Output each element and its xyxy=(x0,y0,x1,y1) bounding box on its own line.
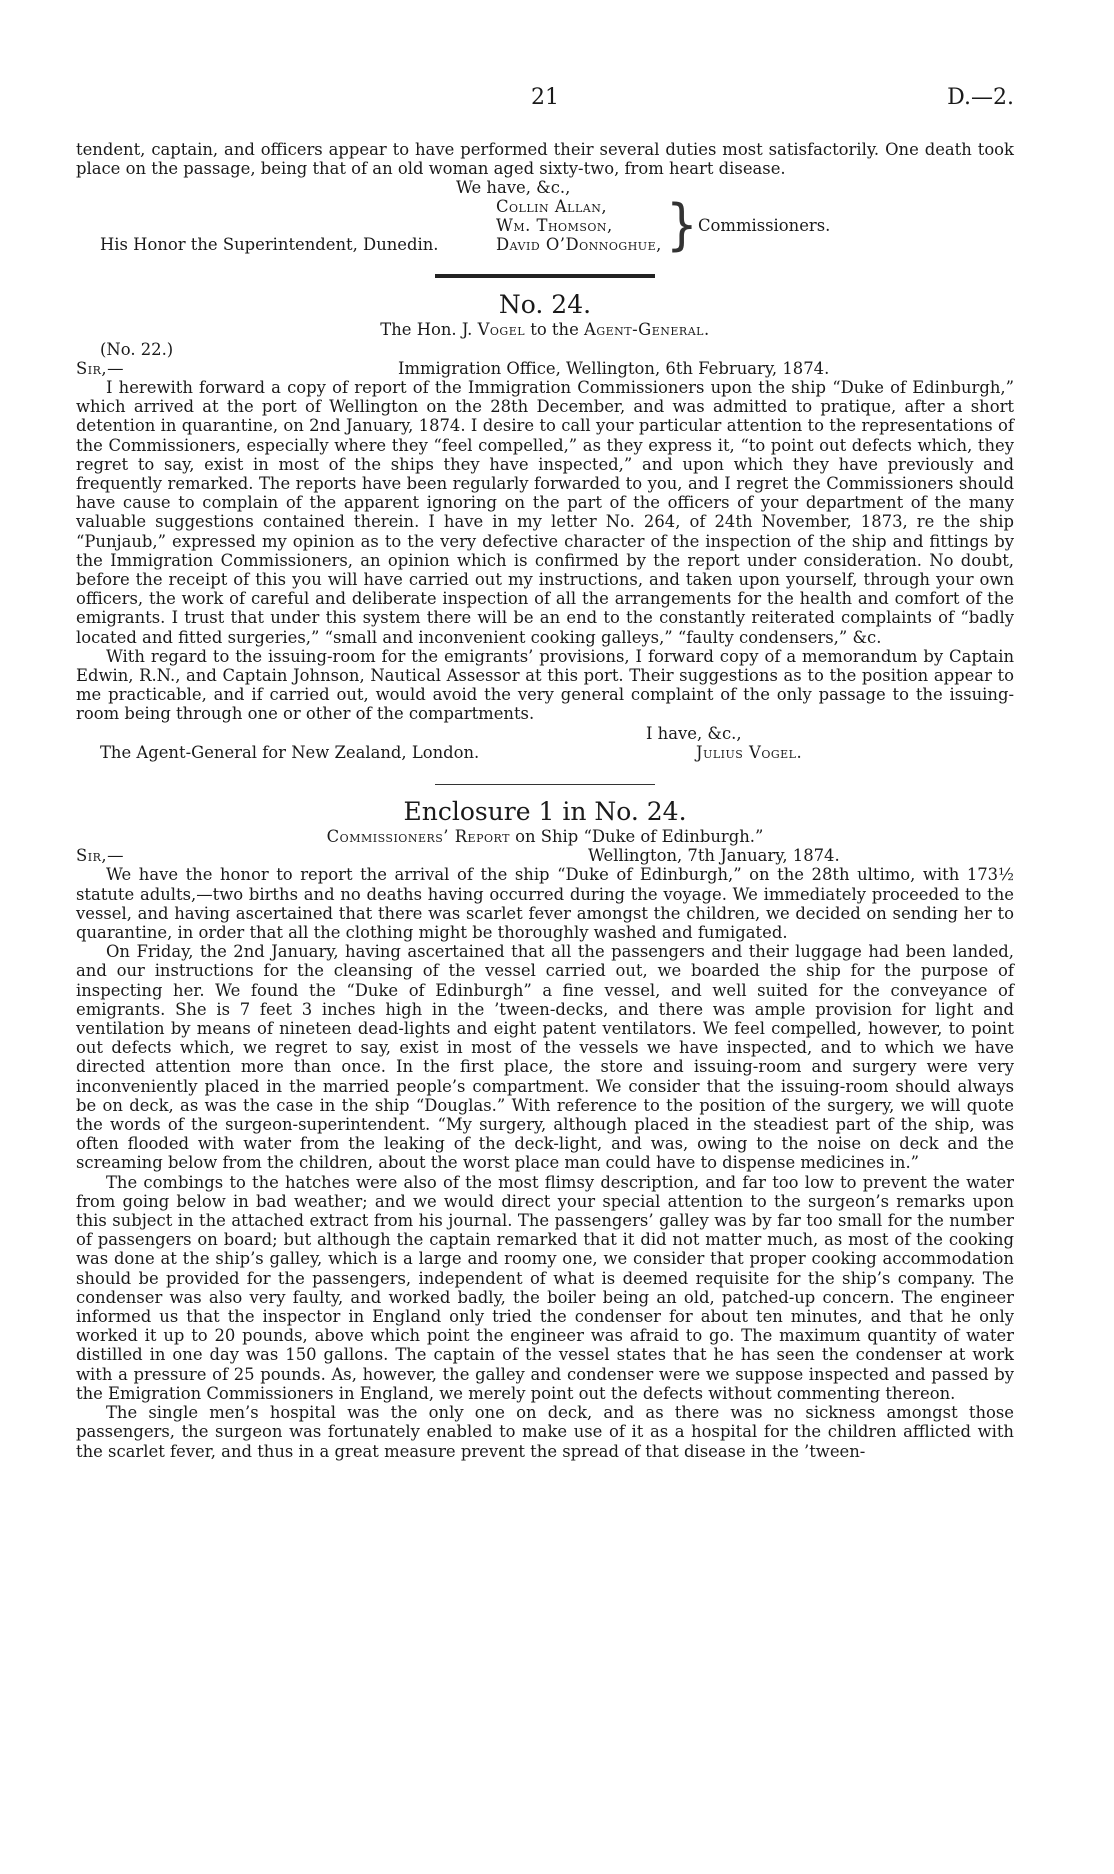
no24-subheading xyxy=(76,320,1014,339)
running-header xyxy=(76,85,1014,128)
signatory-allan: Collin Allan, xyxy=(496,197,608,217)
no24-reference: (No. 22.) xyxy=(100,339,174,359)
enclosure-dateline: Wellington, 7th January, 1874. xyxy=(588,846,840,866)
no24-salutation: Sir,— xyxy=(76,358,124,378)
no24-salutation-row xyxy=(76,359,1014,378)
no24-subheading-name: Vogel xyxy=(477,320,526,340)
first-letter-closing: We have, &c., xyxy=(456,178,571,198)
no24-closing-row xyxy=(76,724,1014,743)
no24-paragraph-1: I herewith forward a copy of report of the Immigration Commissioners upon the ship “Duke of Edinburgh,” which arrived at the port of Wellington on the 28th December, and was admitted to pratique, after a short detention in quarantine, on 2nd January, 1874. I desire to call your particular attention to the representations of the Commissioners, especially where they “feel compelled,” as they express it, “to point out defects which, they regret to say, exist in most of the ships they have inspected,” and upon which they have previously and frequently remarked. The reports have been regularly forwarded to you, and I regret the Commissioners should have cause to complain of the apparent ignoring on the part of the officers of your department of the many valuable suggestions contained therein. I have in my letter No. 264, of 24th November, 1873, re the ship “Punjaub,” expressed my opinion as to the very defective character of the inspection of the ship and fittings by the Immigration Commissioners, an opinion which is confirmed by the report under consideration. No doubt, before the receipt of this you will have carried out my instructions, and taken upon yourself, through your own officers, the work of careful and deliberate inspection of all the arrangements for the health and comfort of the emigrants. I trust that under this system there will be an end to the constantly reiterated complaints of “badly located and fitted surgeries,” “small and inconvenient cooking galleys,” “faulty condensers,” &c. xyxy=(76,377,1014,647)
enclosure-heading: Enclosure 1 in No. 24. xyxy=(403,797,687,827)
first-letter-addressee: His Honor the Superintendent, Dunedin. xyxy=(100,235,439,255)
no24-ref-row xyxy=(76,340,1014,359)
no24-subheading-prefix: The Hon. J. xyxy=(380,320,473,340)
no24-heading: No. 24. xyxy=(498,290,592,320)
enclosure-subheading-rest: on Ship “Duke of Edinburgh.” xyxy=(515,827,764,847)
enclosure-paragraph-2: On Friday, the 2nd January, having ascertained that all the passengers and their luggage had been landed, and our instructions for the cleansing of the vessel carried out, we boarded the ship for the purpose of inspecting her. We found the “Duke of Edinburgh” a fine vessel, and well suited for the conveyance of emigrants. She is 7 feet 3 inches high in the ’tween-decks, and there was ample provision for light and ventilation by means of nineteen dead-lights and eight patent ventilators. We feel compelled, however, to point out defects which, we regret to say, exist in most of the vessels we have inspected, and to which we have directed attention more than once. In the first place, the store and issuing-room and surgery were very inconveniently placed in the married people’s compartment. We consider that the issuing-room should always be on deck, as was the case in the ship “Douglas.” With reference to the position of the surgery, we will quote the words of the surgeon-superintendent. “My surgery, although placed in the steadiest part of the ship, was often flooded with water from the leaking of the deck-light, and was, owing to the noise on deck and the screaming below from the children, about the worst place man could have to dispense medicines in.” xyxy=(76,942,1014,1173)
enclosure-subheading xyxy=(76,827,1014,846)
no24-paragraph-2: With regard to the issuing-room for the emigrants’ provisions, I forward copy of a memorandum by Captain Edwin, R.N., and Captain Johnson, Nautical Assessor at this port. Their suggestions as to the position appear to me practicable, and if carried out, would avoid the very general complaint of the only passage to the issuing-room being through one or other of the compartments. xyxy=(76,646,1014,724)
opening-paragraph: tendent, captain, and officers appear to have performed their several duties most satisfactorily. One death took place on the passage, being that of an old woman aged sixty-two, from heart disease. xyxy=(76,140,1014,179)
enclosure-salutation: Sir,— xyxy=(76,846,124,866)
enclosure-subheading-title: Commissioners’ Report xyxy=(326,827,510,847)
section-divider-thin xyxy=(435,784,655,785)
section-divider-thick xyxy=(435,274,655,278)
signatory-odonnoghue: David O’Donnoghue, xyxy=(496,235,662,255)
document-reference: D.—2. xyxy=(947,85,1014,110)
no24-signature-row xyxy=(76,743,1014,762)
no24-addressee: The Agent-General for New Zealand, London. xyxy=(100,742,480,762)
page-body xyxy=(76,140,1014,1461)
enclosure-salutation-row xyxy=(76,846,1014,865)
no24-subheading-title: Agent-General. xyxy=(584,320,710,340)
signatories-role: Commissioners. xyxy=(698,216,831,236)
no24-dateline: Immigration Office, Wellington, 6th February, 1874. xyxy=(398,358,830,378)
signatories-brace: } xyxy=(666,193,698,258)
no24-subheading-mid: to the xyxy=(530,320,579,340)
no24-signature: Julius Vogel. xyxy=(696,742,803,762)
no24-closing: I have, &c., xyxy=(646,723,742,743)
signatory-thomson: Wm. Thomson, xyxy=(496,216,613,236)
enclosure-paragraph-3: The combings to the hatches were also of the most flimsy description, and far too low to prevent the water from going below in bad weather; and we would direct your special attention to the surgeon’s remarks upon this subject in the attached extract from his journal. The passengers’ galley was by far too small for the number of passengers on board; but although the captain remarked that it did not matter much, as most of the cooking was done at the ship’s galley, which is a large and roomy one, we consider that proper cooking accommodation should be provided for the passengers, independent of what is deemed requisite for the ship’s company. The condenser was also very faulty, and worked badly, the boiler being an old, patched-up concern. The engineer informed us that the inspector in England only tried the condenser for about ten minutes, and that he only worked it up to 20 pounds, above which point the engineer was afraid to go. The maximum quantity of water distilled in one day was 150 gallons. The captain of the vessel states that he has seen the condenser at work with a pressure of 25 pounds. As, however, the galley and condenser were we suppose inspected and passed by the Emigration Commissioners in England, we merely point out the defects without commenting thereon. xyxy=(76,1172,1014,1403)
first-letter-signature-block xyxy=(76,178,1014,258)
enclosure-paragraph-1: We have the honor to report the arrival of the ship “Duke of Edinburgh,” on the 28th ultimo, with 173½ statute adults,—two births and no deaths having occurred during the voyage. We immediately proceeded to the vessel, and having ascertained that there was scarlet fever amongst the children, we decided on sending her to quarantine, in order that all the clothing might be thoroughly washed and fumigated. xyxy=(76,865,1014,943)
enclosure-paragraph-4: The single men’s hospital was the only one on deck, and as there was no sickness amongst those passengers, the surgeon was fortunately enabled to make use of it as a hospital for the children afflicted with the scarlet fever, and thus in a great measure prevent the spread of that disease in the ’tween- xyxy=(76,1403,1014,1461)
page-number: 21 xyxy=(531,85,559,110)
